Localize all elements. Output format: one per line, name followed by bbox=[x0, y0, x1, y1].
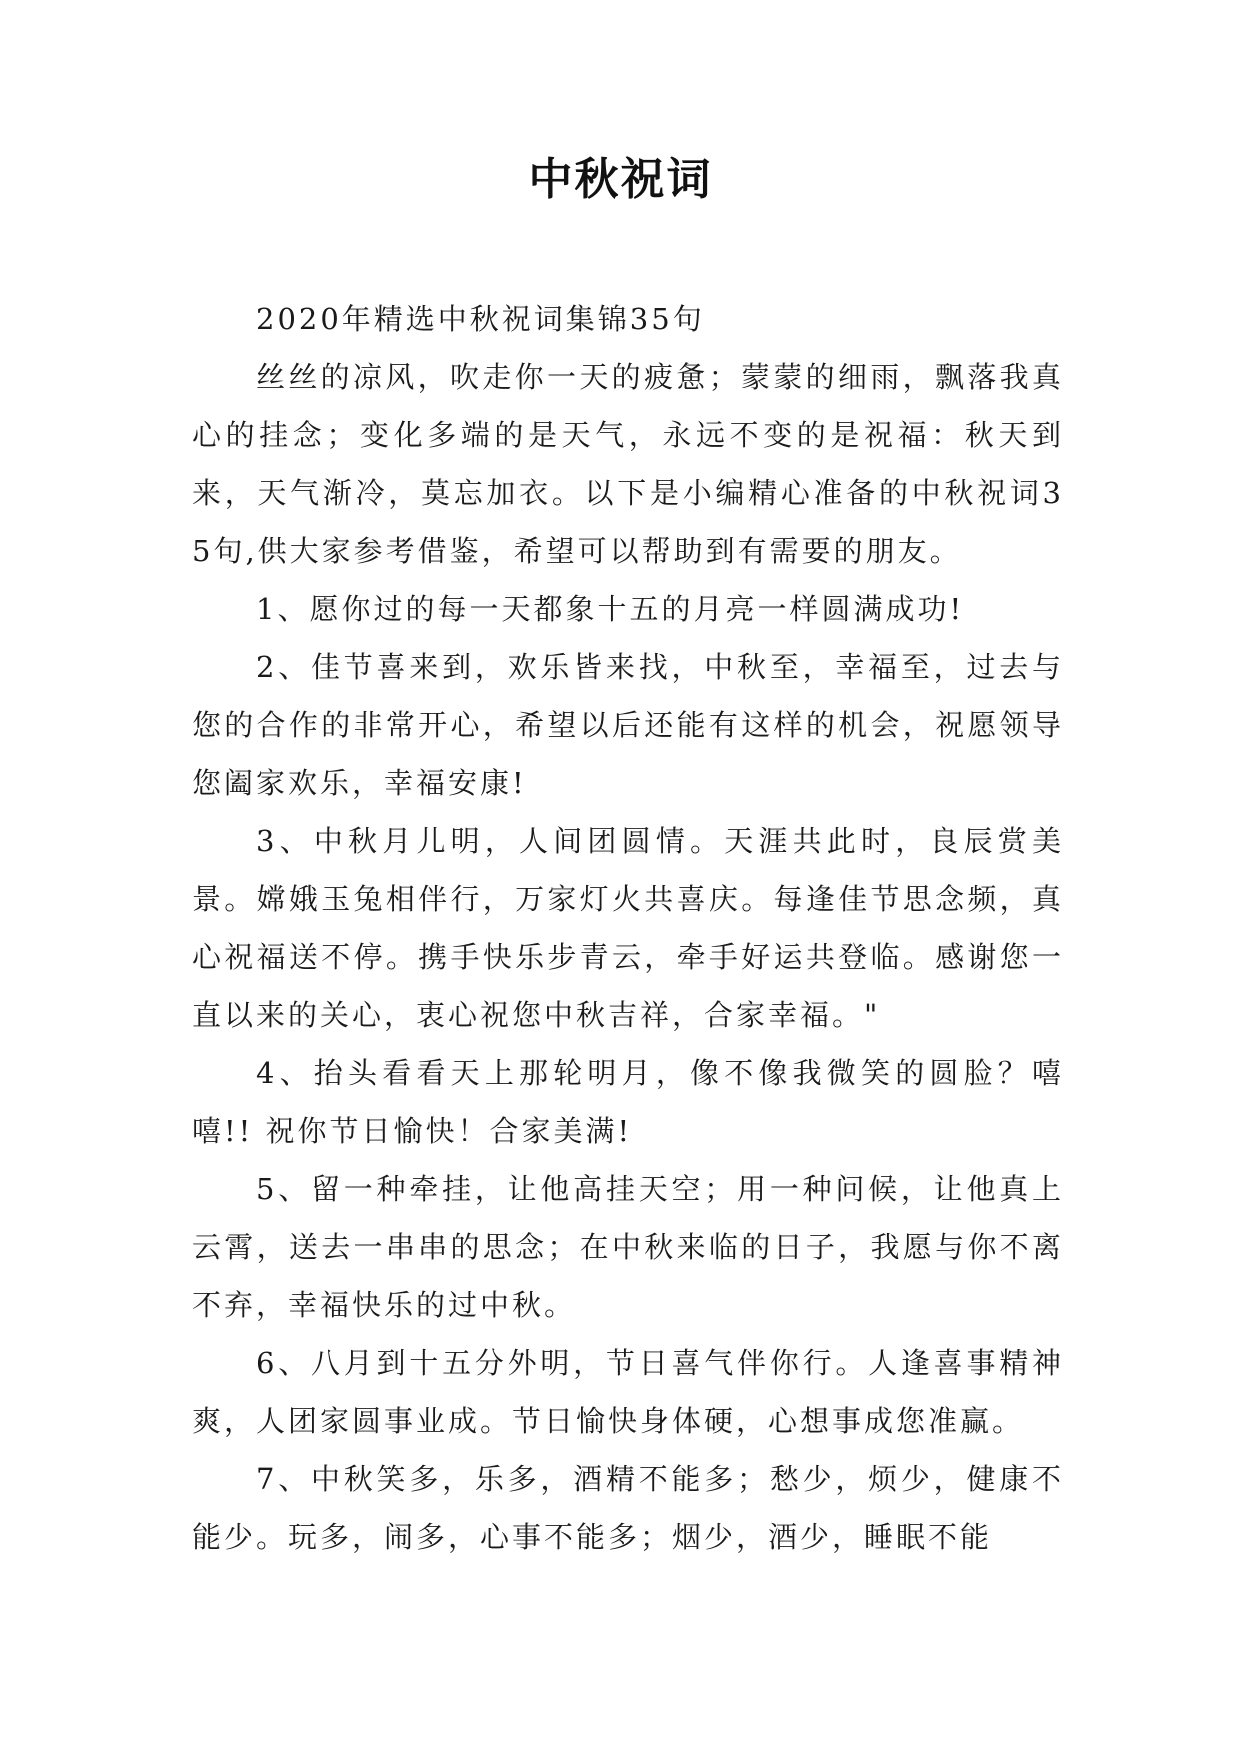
list-item: 6、八月到十五分外明，节日喜气伴你行。人逢喜事精神爽，人团家圆事业成。节日愉快身体硬，心想事成您准赢。 bbox=[192, 1346, 1064, 1438]
list-item: 1、愿你过的每一天都象十五的月亮一样圆满成功! bbox=[256, 592, 965, 626]
document-subtitle: 2020年精选中秋祝词集锦35句 bbox=[256, 302, 705, 336]
document-title: 中秋祝词 bbox=[528, 154, 713, 205]
intro-paragraph: 丝丝的凉风，吹走你一天的疲惫；蒙蒙的细雨，飘落我真心的挂念；变化多端的是天气，永远不变的是祝福：秋天到来，天气渐冷，莫忘加衣。以下是小编精心准备的中秋祝词35句,供大家参考借鉴，希望可以帮助到有需要的朋友。 bbox=[192, 360, 1064, 568]
list-item: 7、中秋笑多，乐多，酒精不能多；愁少，烦少，健康不能少。玩多，闹多，心事不能多；烟少，酒少，睡眠不能 bbox=[192, 1462, 1064, 1554]
list-item: 3、中秋月儿明，人间团圆情。天涯共此时，良辰赏美景。嫦娥玉兔相伴行，万家灯火共喜庆。每逢佳节思念频，真心祝福送不停。携手快乐步青云，牵手好运共登临。感谢您一直以来的关心，衷心祝您中秋吉祥，合家幸福。" bbox=[192, 824, 1064, 1032]
list-item: 4、抬头看看天上那轮明月，像不像我微笑的圆脸？嘻嘻!! 祝你节日愉快！合家美满! bbox=[192, 1056, 1064, 1148]
list-item: 5、留一种牵挂，让他高挂天空；用一种问候，让他真上云霄，送去一串串的思念；在中秋来临的日子，我愿与你不离不弃，幸福快乐的过中秋。 bbox=[192, 1172, 1064, 1322]
document-body bbox=[192, 290, 1064, 1566]
list-item: 2、佳节喜来到，欢乐皆来找，中秋至，幸福至，过去与您的合作的非常开心，希望以后还能有这样的机会，祝愿领导您阖家欢乐，幸福安康! bbox=[192, 650, 1064, 800]
